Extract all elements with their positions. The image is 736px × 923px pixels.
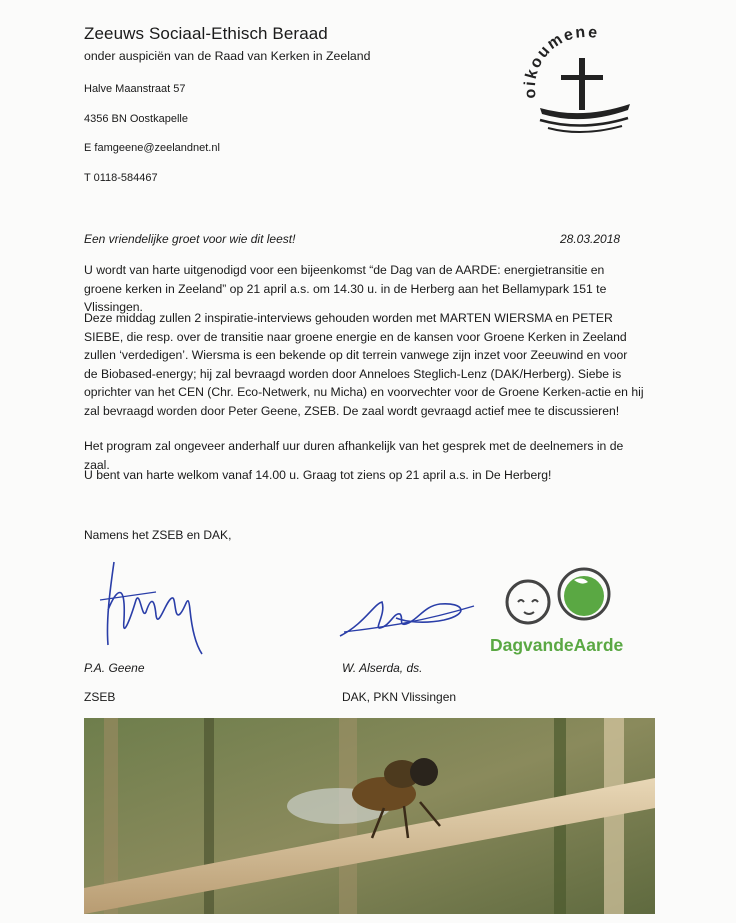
cross-vertical xyxy=(579,58,585,110)
address-phone: T 0118-584467 xyxy=(84,172,158,184)
dag-van-de-aarde-logo xyxy=(488,566,653,661)
hoverfly-photo xyxy=(84,718,655,914)
svg-text:oikoumene xyxy=(522,24,600,99)
org-subtitle: onder auspiciën van de Raad van Kerken in Zeeland xyxy=(84,49,371,63)
address-email: E famgeene@zeelandnet.nl xyxy=(84,142,220,154)
signature-geene xyxy=(96,550,216,660)
paragraph-interviews: Deze middag zullen 2 inspiratie-interviews gehouden worden met MARTEN WIERSMA en PETER SIEBE, die resp. over de transitie naar groene energie en de kansen voor Groene Kerken in Zeeland zullen ‘verdedigen’. Wiersma is een bekende op dit terrein vanwege zijn inzet voor Zeeuwind en voor de Biobased-energy; hij zal bevraagd worden door Anneloes Steglich-Lenz (DAK/Herberg). Siebe is oprichter van het CEN (Chr. Eco-Netwerk, nu Micha) en voorvechter voor de Groene Kerken-actie en hij zal bevraagd worden door Peter Geene, ZSEB. De zaal wordt gevraagd actief mee te discussieren! xyxy=(84,311,644,418)
fly-head xyxy=(410,758,438,786)
greeting: Een vriendelijke groet voor wie dit leest! xyxy=(84,232,296,246)
paragraph-welcome: U bent van harte welkom vanaf 14.00 u. Graag tot ziens op 21 april a.s. in De Herberg! xyxy=(84,468,552,482)
org-name: Zeeuws Sociaal-Ethisch Beraad xyxy=(84,24,328,43)
wave-line xyxy=(548,126,622,132)
address-city: 4356 BN Oostkapelle xyxy=(84,113,188,125)
face-circle-icon xyxy=(507,581,549,623)
paragraph-invitation: U wordt van harte uitgenodigd voor een bijeenkomst “de Dag van de AARDE: energietransitie en groene kerken in Zeeland” op 21 april a.s. om 14.30 u. in de Herberg aan het Bellamypark 151 te Vlissingen. xyxy=(84,263,607,315)
signatory-org-2: DAK, PKN Vlissingen xyxy=(342,690,457,704)
signature-alserda xyxy=(334,584,484,644)
closing-line: Namens het ZSEB en DAK, xyxy=(84,528,232,542)
signatory-name-1: P.A. Geene xyxy=(84,661,145,675)
signatory-name-2: W. Alserda, ds. xyxy=(342,661,423,675)
signatory-org-1: ZSEB xyxy=(84,690,116,704)
dag-logo-text: DagvandeAarde xyxy=(490,635,624,655)
paragraph-program: Het program zal ongeveer anderhalf uur duren afhankelijk van het gesprek met de deelnemers in de zaal. xyxy=(84,439,624,472)
oikoumene-logo-text: oikoumene xyxy=(521,23,601,100)
oikoumene-logo xyxy=(518,20,648,138)
wave-line xyxy=(540,118,628,126)
letter-date: 28.03.2018 xyxy=(560,232,621,246)
cross-horizontal xyxy=(561,75,603,80)
address-street: Halve Maanstraat 57 xyxy=(84,83,186,95)
